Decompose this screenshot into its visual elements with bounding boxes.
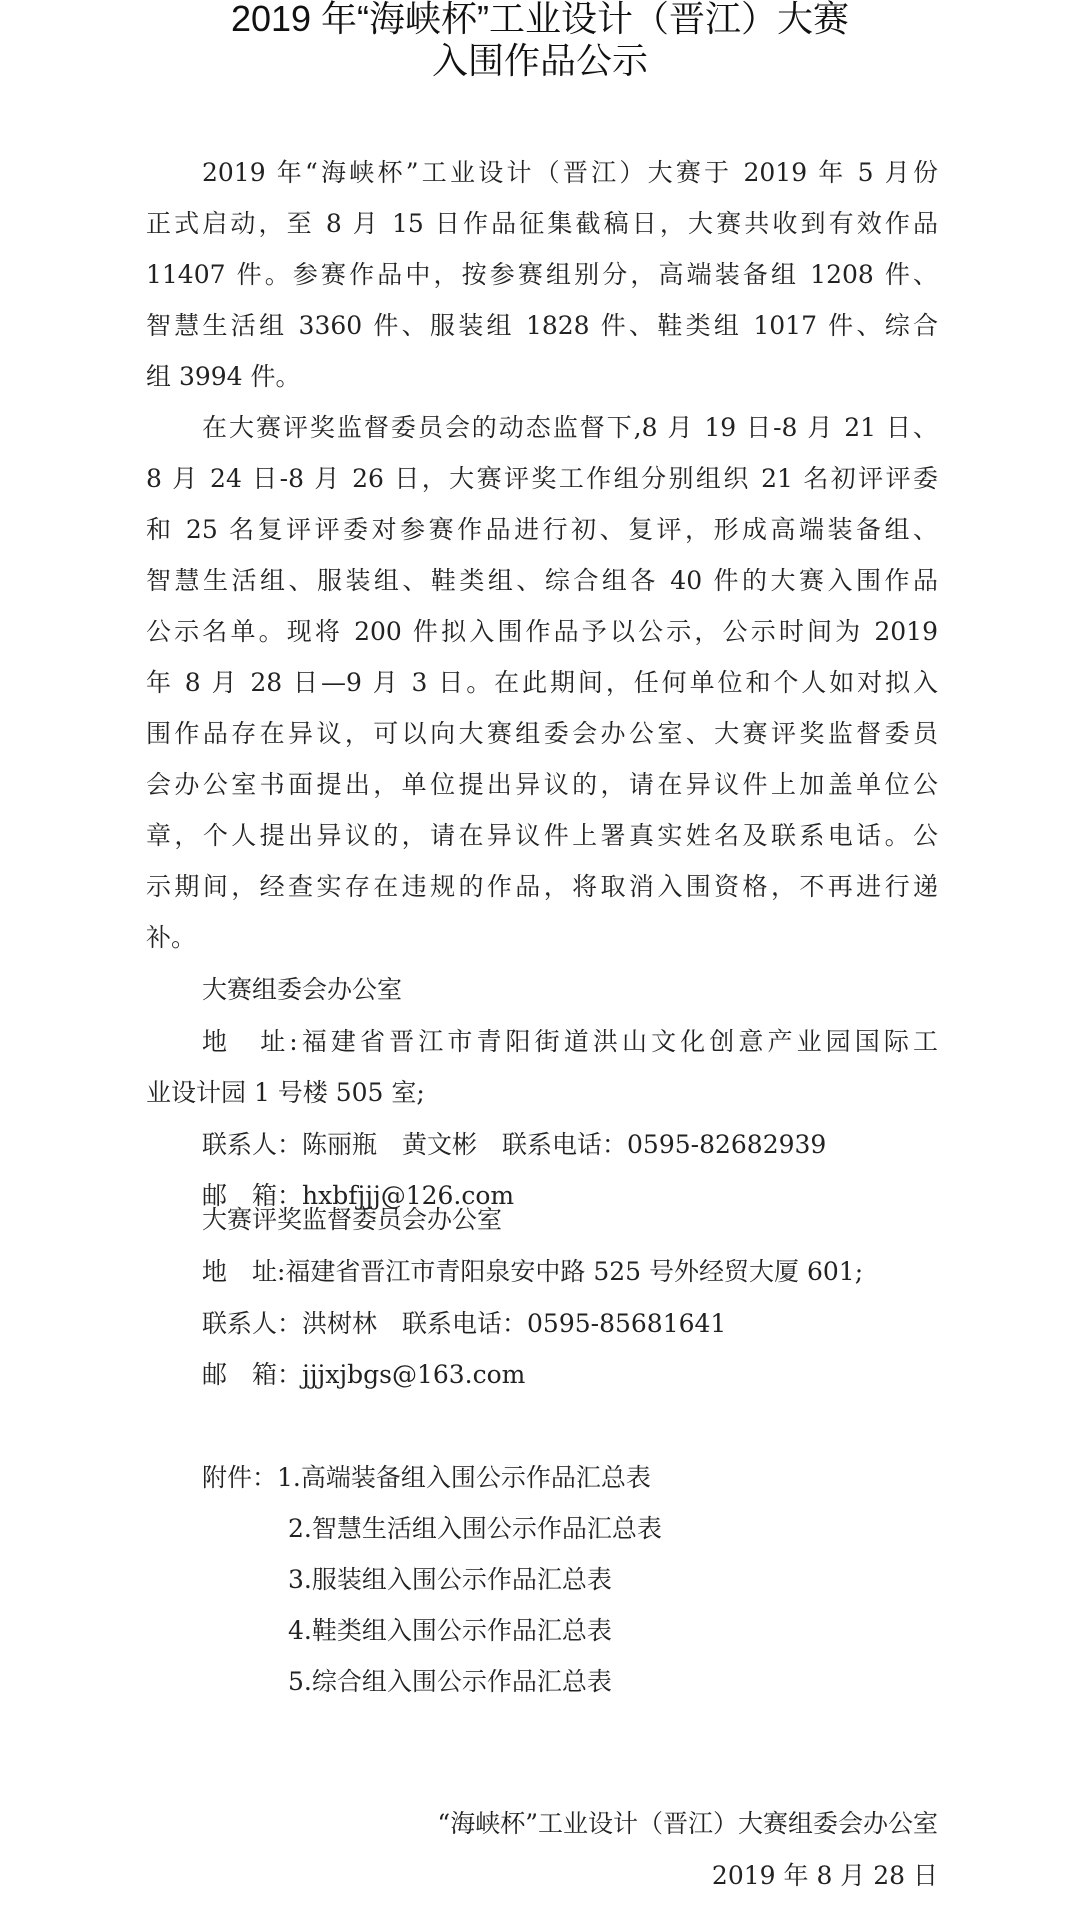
document-title-line2: 入围作品公示	[431, 40, 648, 81]
paragraph1-line: 组 3994 件。	[146, 362, 301, 391]
supervision-office-address: 地 址:福建省晋江市青阳泉安中路 525 号外经贸大厦 601;	[202, 1257, 864, 1286]
organizing-office-name: 大赛组委会办公室	[202, 975, 403, 1004]
paragraph2-line: 在大赛评奖监督委员会的动态监督下,8 月 19 日-8 月 21 日、	[202, 413, 938, 442]
signature-organization: “海峡杯”工业设计（晋江）大赛组委会办公室	[437, 1809, 938, 1838]
paragraph2-line: 和 25 名复评评委对参赛作品进行初、复评，形成高端装备组、	[146, 515, 938, 544]
attachment-item: 2.智慧生活组入围公示作品汇总表	[288, 1514, 662, 1543]
organizing-office-contact: 联系人：陈丽瓶 黄文彬 联系电话：0595-82682939	[202, 1130, 827, 1159]
attachment-item: 4.鞋类组入围公示作品汇总表	[288, 1616, 612, 1645]
supervision-office-contact: 联系人：洪树林 联系电话：0595-85681641	[202, 1309, 727, 1338]
paragraph2-line: 示期间，经查实存在违规的作品，将取消入围资格，不再进行递	[146, 872, 938, 901]
paragraph2-line: 公示名单。现将 200 件拟入围作品予以公示，公示时间为 2019	[146, 617, 938, 646]
supervision-office-email: 邮 箱：jjjxjbgs@163.com	[202, 1360, 526, 1389]
organizing-office-address-cont: 业设计园 1 号楼 505 室;	[146, 1078, 425, 1107]
attachment-item: 5.综合组入围公示作品汇总表	[288, 1667, 612, 1696]
signature-date: 2019 年 8 月 28 日	[711, 1861, 938, 1890]
organizing-office-email: 邮 箱：hxbfjjj@126.com	[202, 1181, 515, 1210]
supervision-office-name: 大赛评奖监督委员会办公室	[202, 1205, 503, 1234]
paragraph2-line: 8 月 24 日-8 月 26 日，大赛评奖工作组分别组织 21 名初评评委	[146, 464, 938, 493]
paragraph2-line: 围作品存在异议，可以向大赛组委会办公室、大赛评奖监督委员	[146, 719, 938, 748]
paragraph2-line: 会办公室书面提出，单位提出异议的，请在异议件上加盖单位公	[146, 770, 938, 799]
paragraph1-line: 智慧生活组 3360 件、服装组 1828 件、鞋类组 1017 件、综合	[146, 311, 938, 340]
paragraph1-line: 2019 年“海峡杯”工业设计（晋江）大赛于 2019 年 5 月份	[202, 158, 938, 187]
organizing-office-address: 地 址:福建省晋江市青阳街道洪山文化创意产业园国际工	[202, 1027, 938, 1056]
paragraph1-line: 11407 件。参赛作品中，按参赛组别分，高端装备组 1208 件、	[146, 260, 938, 289]
paragraph2-line: 补。	[146, 923, 197, 952]
paragraph1-line: 正式启动，至 8 月 15 日作品征集截稿日，大赛共收到有效作品	[146, 209, 938, 238]
attachment-item: 附件：1.高端装备组入围公示作品汇总表	[202, 1463, 651, 1492]
paragraph2-line: 章，个人提出异议的，请在异议件上署真实姓名及联系电话。公	[146, 821, 938, 850]
paragraph2-line: 智慧生活组、服装组、鞋类组、综合组各 40 件的大赛入围作品	[146, 566, 938, 595]
paragraph2-line: 年 8 月 28 日—9 月 3 日。在此期间，任何单位和个人如对拟入	[146, 668, 938, 697]
attachment-item: 3.服装组入围公示作品汇总表	[288, 1565, 612, 1594]
document-title-line1: 2019 年“海峡杯”工业设计（晋江）大赛	[230, 0, 850, 39]
